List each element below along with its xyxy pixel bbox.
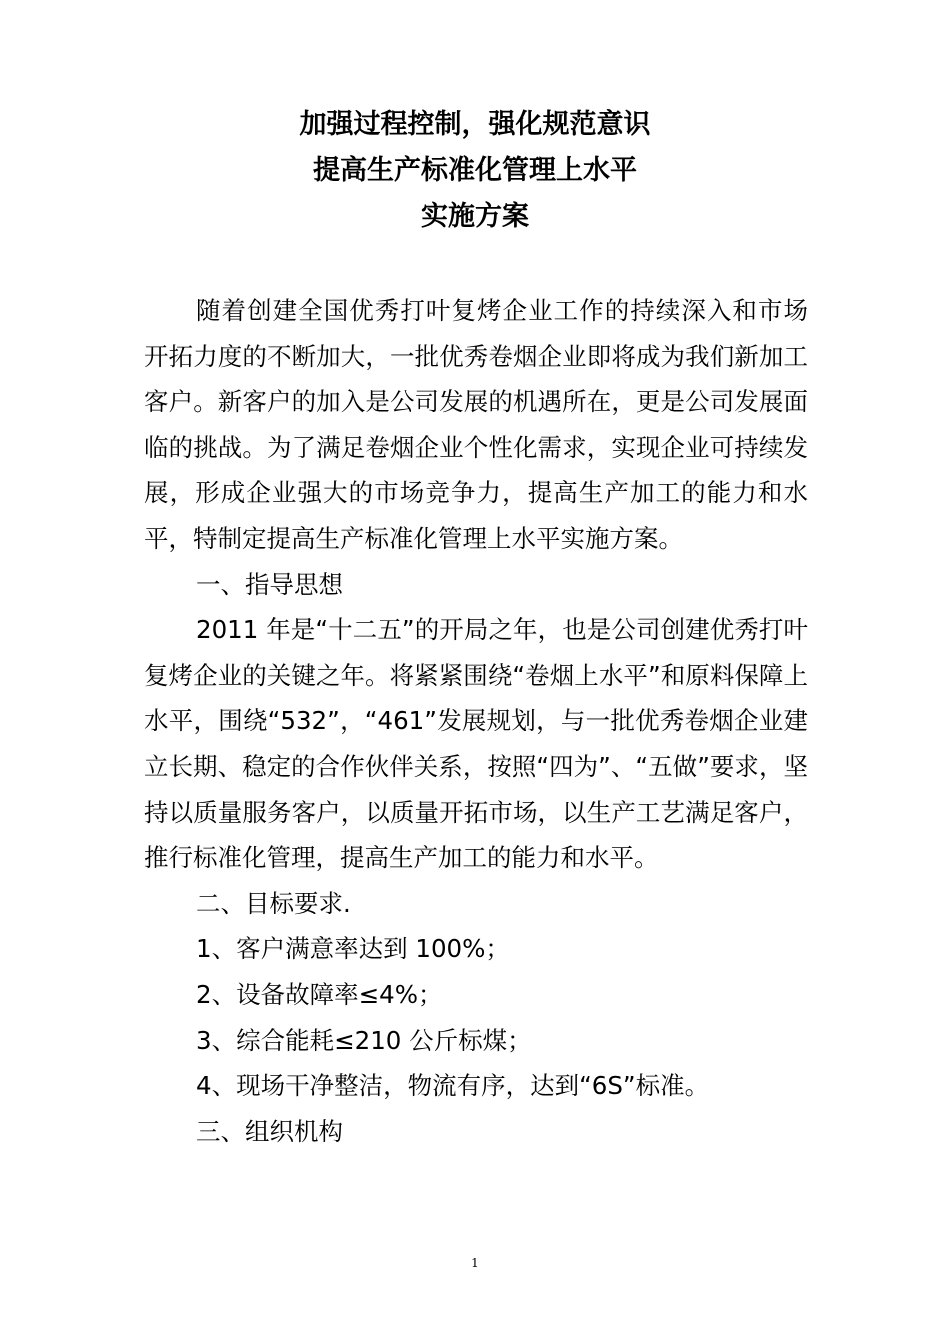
document-body <box>144 288 808 1154</box>
title-line-2: 提高生产标准化管理上水平 <box>313 155 637 186</box>
title-line-1: 加强过程控制，强化规范意识 <box>299 109 651 140</box>
target-item-2: 2、设备故障率≤4%； <box>196 979 443 1009</box>
section-heading-targets: 二、目标要求. <box>196 888 351 918</box>
document-title <box>0 102 950 240</box>
target-item-3: 3、综合能耗≤210 公斤标煤； <box>196 1025 532 1055</box>
target-item-1: 1、客户满意率达到 100%； <box>196 934 510 964</box>
intro-paragraph: 随着创建全国优秀打叶复烤企业工作的持续深入和市场开拓力度的不断加大，一批优秀卷烟企业即将成为我们新加工客户。新客户的加入是公司发展的机遇所在，更是公司发展面临的挑战。为了满足卷烟企业个性化需求，实现企业可持续发展，形成企业强大的市场竞争力，提高生产加工的能力和水平，特制定提高生产标准化管理上水平实施方案。 <box>144 296 808 553</box>
page-number: 1 <box>471 1256 479 1270</box>
section-heading-organization: 三、组织机构 <box>196 1116 343 1146</box>
title-line-3: 实施方案 <box>421 201 529 232</box>
section-heading-guiding-ideology: 一、指导思想 <box>196 569 343 599</box>
target-item-4: 4、现场干净整洁，物流有序，达到“6S”标准。 <box>196 1071 710 1101</box>
guiding-ideology-paragraph: 2011 年是“十二五”的开局之年，也是公司创建优秀打叶复烤企业的关键之年。将紧紧围绕“卷烟上水平”和原料保障上水平，围绕“532”，“461”发展规划，与一批优秀卷烟企业建立长期、稳定的合作伙伴关系，按照“四为”、“五做”要求，坚持以质量服务客户，以质量开拓市场，以生产工艺满足客户，推行标准化管理，提高生产加工的能力和水平。 <box>144 615 808 873</box>
